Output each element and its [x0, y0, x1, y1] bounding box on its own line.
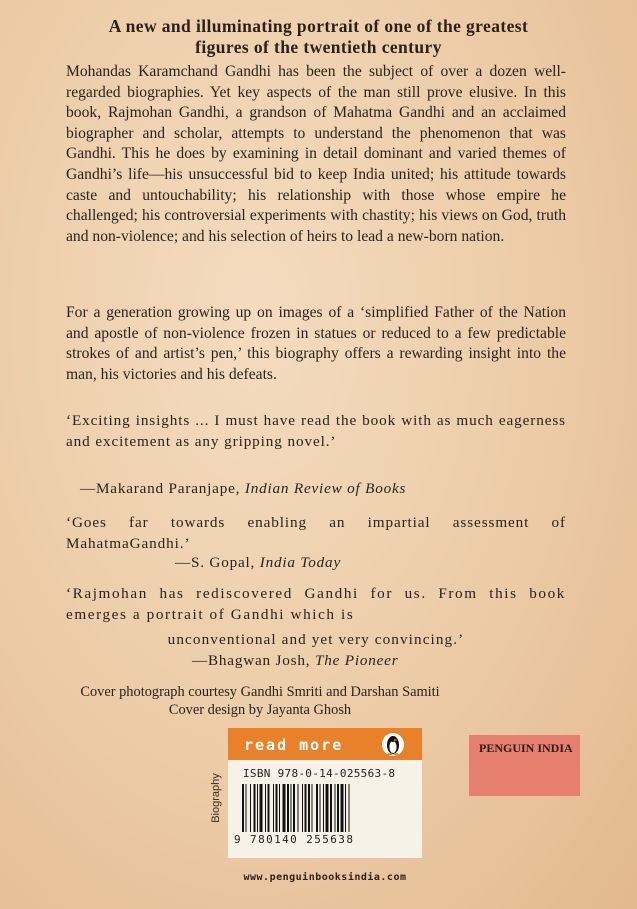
publisher-label: PENGUIN INDIA: [479, 741, 573, 755]
review-quote-2: ‘Goes far towards enabling an impartial assessment of MahatmaGandhi.’: [66, 514, 566, 552]
headline-line-1: A new and illuminating portrait of one of the greatest: [108, 16, 529, 36]
barcode-digits: 9 780140 255638: [234, 833, 355, 846]
blurb-paragraph-1: Mohandas Karamchand Gandhi has been the subject of over a dozen well-regarded biographies. Yet key aspects of the man still prove elusive. In this book, Rajmohan Gandhi, a grandson of Mahatma Gandhi and an acclaimed biographer and scholar, attempts to understand the phenomenon that was Gandhi. This he does by examining in detail dominant and varied themes of Gandhi’s life—his unsuccessful bid to keep India united; his attitude towards caste and untouchability; his relationship with those whose empire he challenged; his controversial experiments with chastity; his views on God, truth and non-violence; and his selection of heirs to lead a new-born nation.: [66, 63, 566, 245]
review-author-1: —Makarand Paranjape,: [80, 480, 241, 497]
design-credit: Cover design by Jayanta Ghosh: [168, 702, 352, 718]
publisher-price-box: [469, 735, 580, 796]
review-attribution-1: [80, 480, 406, 498]
review-author-2: —S. Gopal,: [175, 554, 256, 571]
headline: [30, 16, 607, 58]
review-source-3: The Pioneer: [314, 652, 399, 669]
review-quote-1: ‘Exciting insights ... I must have read the book with as much eagerness and excitement as any gripping novel.’: [66, 412, 566, 450]
cover-credits: [60, 683, 460, 719]
review-attribution-2: [175, 554, 341, 572]
penguin-logo-icon: [382, 733, 404, 756]
review-author-3: —Bhagwan Josh,: [192, 652, 311, 669]
review-attribution-3: [192, 652, 398, 670]
read-more-banner: read more: [228, 728, 422, 760]
publisher-website: www.penguinbooksindia.com: [243, 872, 407, 883]
review-source-1: Indian Review of Books: [244, 480, 407, 497]
headline-line-2: figures of the twentieth century: [195, 37, 442, 57]
review-source-2: India Today: [259, 554, 341, 571]
photo-credit: Cover photograph courtesy Gandhi Smriti and Darshan Samiti: [80, 684, 440, 700]
blurb-paragraph-2: For a generation growing up on images of a ‘simplified Father of the Nation and apostle of non-violence frozen in statues or reduced to a few predictable strokes of and artist’s pen,’ this biography offers a rewarding insight into the man, his victories and his defeats.: [66, 304, 566, 383]
review-quote-3: ‘Rajmohan has rediscovered Gandhi for us. From this book emerges a portrait of Gandhi which is: [66, 585, 566, 623]
review-quote-3-line: unconventional and yet very convincing.’: [167, 631, 465, 648]
isbn-number: ISBN 978-0-14-025563-8: [243, 767, 396, 780]
category-label: [208, 760, 224, 840]
category-text: Biography: [210, 773, 222, 823]
